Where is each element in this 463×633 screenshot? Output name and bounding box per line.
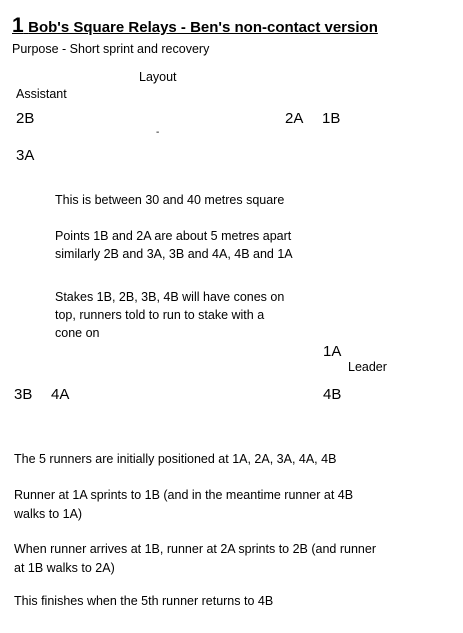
instruction-3a: When runner arrives at 1B, runner at 2A sprints to 2B (and runner	[14, 542, 376, 556]
position-4a: 4A	[51, 386, 70, 403]
note-size: This is between 30 and 40 metres square	[55, 193, 285, 207]
instruction-2a: Runner at 1A sprints to 1B (and in the meantime runner at 4B	[14, 488, 354, 502]
position-4b: 4B	[323, 386, 342, 403]
position-1a: 1A	[323, 343, 342, 360]
assistant-label: Assistant	[16, 87, 67, 101]
instruction-3b: at 1B walks to 2A)	[14, 561, 115, 575]
title-number: 1	[12, 14, 24, 37]
instruction-1-post: positioned at 1A, 2A, 3A, 4A, 4B	[154, 452, 337, 466]
instruction-4: This finishes when the 5th runner returns to 4B	[14, 594, 274, 608]
position-1b: 1B	[322, 110, 341, 127]
leader-label: Leader	[348, 360, 387, 374]
position-2a: 2A	[285, 110, 304, 127]
position-3a: 3A	[16, 147, 35, 164]
position-3b: 3B	[14, 386, 33, 403]
position-2b: 2B	[16, 110, 35, 127]
title-text: Bob's Square Relays - Ben's non-contact version	[28, 19, 378, 36]
note-stakes-3: cone on	[55, 326, 100, 340]
instruction-1	[14, 450, 336, 468]
page-title	[12, 14, 378, 38]
instruction-1-word: initially	[116, 452, 155, 466]
note-stakes-1: Stakes 1B, 2B, 3B, 4B will have cones on	[55, 290, 285, 304]
note-stakes-2: top, runners told to run to stake with a	[55, 308, 265, 322]
center-mark: -	[156, 127, 160, 138]
instruction-1-pre: The 5 runners are	[14, 452, 117, 466]
purpose-text: Purpose - Short sprint and recovery	[12, 42, 210, 56]
note-points-2: similarly 2B and 3A, 3B and 4A, 4B and 1A	[55, 247, 293, 261]
layout-label: Layout	[139, 70, 177, 84]
note-points-1: Points 1B and 2A are about 5 metres apart	[55, 229, 292, 243]
instruction-2b: walks to 1A)	[14, 507, 83, 521]
